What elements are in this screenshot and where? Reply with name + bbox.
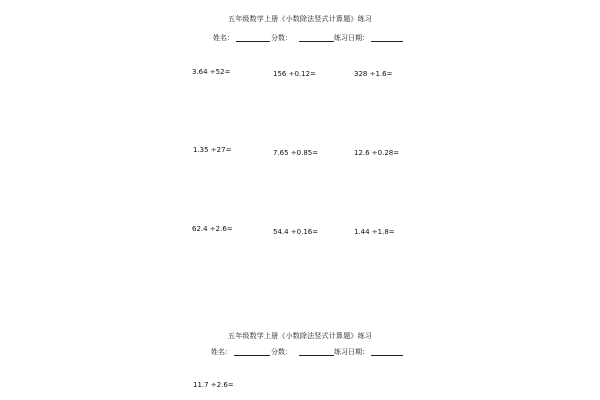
score-blank — [299, 41, 334, 42]
problem-item: 11.7 ÷2.6= — [193, 381, 234, 389]
problem-item: 328 ÷1.6= — [354, 70, 393, 78]
date-blank — [371, 355, 403, 356]
problem-item: 7.65 ÷0.85= — [273, 149, 319, 157]
name-label: 姓名： — [211, 348, 232, 356]
worksheet-page-2 — [0, 322, 600, 400]
problem-item: 3.64 ÷52= — [192, 68, 231, 76]
score-blank — [299, 355, 334, 356]
date-label: 练习日期： — [334, 34, 369, 42]
date-label: 练习日期： — [334, 348, 369, 356]
problem-item: 1.35 ÷27= — [193, 146, 232, 154]
worksheet-title: 五年级数学上册《小数除法竖式计算题》练习 — [228, 15, 372, 23]
name-label: 姓名： — [213, 34, 234, 42]
problem-item: 156 ÷0.12= — [273, 70, 316, 78]
worksheet-title: 五年级数学上册《小数除法竖式计算题》练习 — [228, 332, 372, 340]
score-label: 分数： — [271, 348, 292, 356]
student-info-row — [0, 347, 600, 359]
name-blank — [234, 355, 270, 356]
name-blank — [236, 41, 270, 42]
problem-item: 54.4 ÷0.16= — [273, 228, 319, 236]
problem-item: 12.6 ÷0.28= — [354, 149, 400, 157]
date-blank — [371, 41, 403, 42]
problem-item: 62.4 ÷2.6= — [192, 225, 233, 233]
score-label: 分数： — [271, 34, 292, 42]
problem-item: 1.44 ÷1.8= — [354, 228, 395, 236]
student-info-row — [0, 33, 600, 45]
